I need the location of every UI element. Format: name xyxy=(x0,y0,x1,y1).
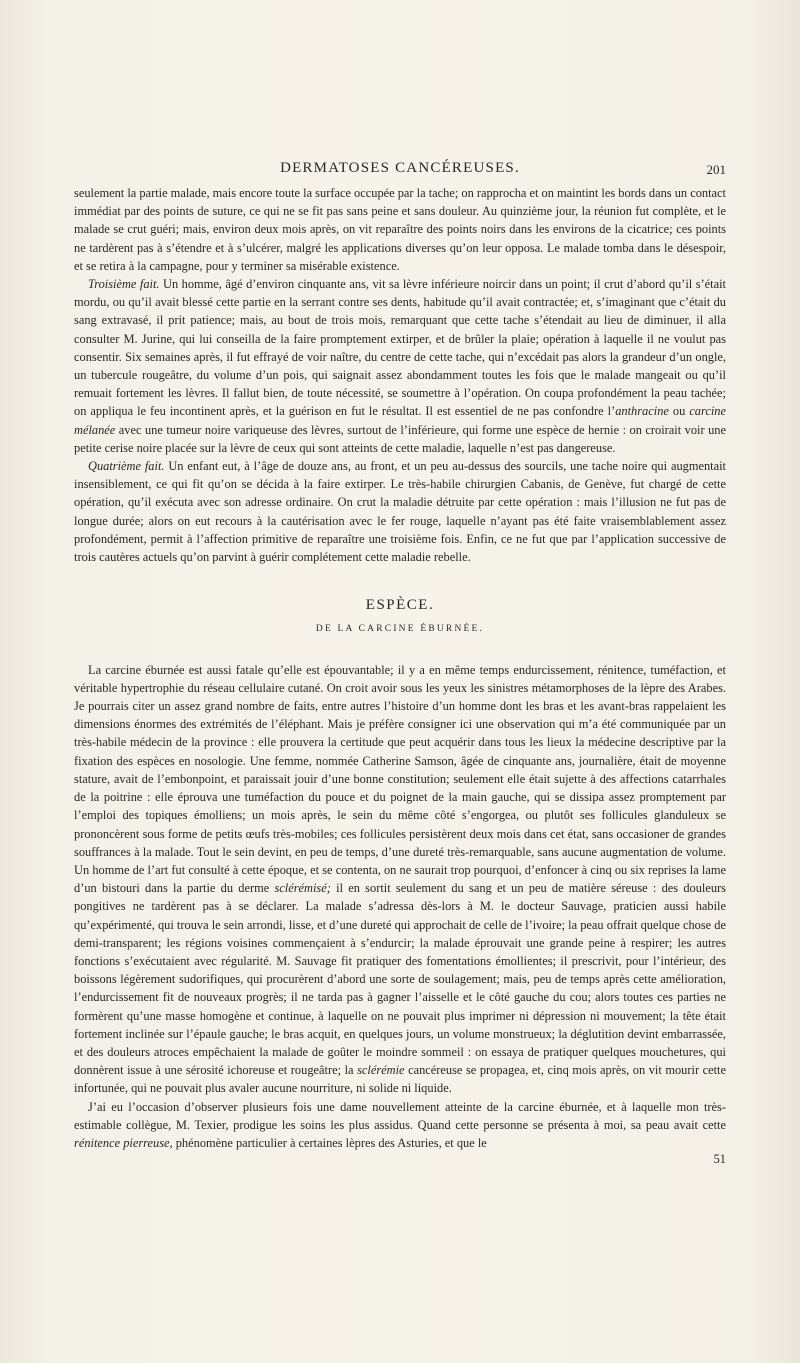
italic-term: sclérémisé; xyxy=(274,881,331,896)
running-title: DERMATOSES CANCÉREUSES. xyxy=(280,160,520,176)
paragraph-text: seulement la partie malade, mais encore toute la surface occupée par la tache; on rapprocha et on maintint les bords dans un contact immédiat par des points de suture, ce qui ne se fit pas sans peine et sans douleur. Au quinzième jour, la réunion fut complète, et le malade se crut guéri; mais, environ deux mois après, on vit reparaître des points noirs dans les environs de la cicatrice; ces points ne tardèrent pas à s’étendre et à s’ulcérer, malgré les applications diverses qu’on leur opposa. Le malade tomba dans le désespoir, et se retira à la campagne, pour y terminer sa misérable existence. xyxy=(74,186,726,273)
paragraph xyxy=(74,275,726,457)
paragraph xyxy=(74,457,726,566)
signature-mark: 51 xyxy=(713,1152,726,1167)
italic-term: carcine mélanée xyxy=(74,404,727,437)
paragraph xyxy=(74,184,726,275)
section-title: ESPÈCE. xyxy=(365,597,435,614)
section-subtitle: DE LA CARCINE ÉBURNÉE. xyxy=(315,624,485,635)
paragraph-text: J’ai eu l’occasion d’observer plusieurs fois une dame nouvellement atteinte de la carcine éburnée, et à laquelle mon très-estimable collègue, M. Texier, prodigue les soins les plus assidus. Quand cette personne se présenta à moi, sa peau avait cette xyxy=(74,1099,726,1132)
paragraph-text: La carcine éburnée est aussi fatale qu’elle est épouvantable; il y a en même temps endurcissement, rénitence, tuméfaction, et véritable hypertrophie du réseau cellulaire cutané. On croit avoir sous les yeux les sinistres métamorphoses de la lèpre des Arabes. Je pourrais citer un assez grand nombre de faits, entre autres l’histoire d’un homme dont les bras et les avant-bras rappelaient les dimensions énormes des extrémités de l’éléphant. Mais je préfère consigner ici une observation qui m’a été communiquée par un très-habile médecin de la province : elle prouvera la certitude que peut acquérir dans tous les lieux la médecine descriptive par la fixation des espèces en nosologie. Une femme, nommée Catherine Samson, âgée de cinquante ans, journalière, était de moyenne stature, avait de l’embonpoint, et paraissait jouir d’une bonne constitution; seulement elle était sujette à des affections catarrhales de la poitrine : elle éprouva une tuméfaction du pouce et du poignet de la main gauche, qui se dissipa assez promptement par l’emploi des topiques émolliens; un mois après, le sein du même côté s’engorgea, ou plutôt ses follicules glanduleux se prononcèrent sous forme de petits œufs très-mobiles; ces follicules persistèrent deux mois dans cet état, sans occasioner de grandes souffrances à la malade. Tout le sein devint, en peu de temps, d’une dureté très-remarquable, sans aucune augmentation de volume. Un homme de l’art fut consulté à cette époque, et se contenta, on ne saurait trop pourquoi, d’enfoncer à cinq ou six reprises la lame d’un bistouri dans la partie du derme xyxy=(74,662,726,896)
case-label: Troisième fait. xyxy=(88,277,160,292)
case-label: Quatrième fait. xyxy=(88,459,165,474)
paragraph xyxy=(74,661,726,1098)
body-text xyxy=(74,184,726,1166)
paragraph-text: il en sortit seulement du sang et un peu de matière séreuse : des douleurs pongitives ne tardèrent pas à se déclarer. La malade s’adressa dès-lors à M. le docteur Sauvage, praticien aussi habile qu’expérimenté, qui trouva le sein arrondi, lisse, et d’une dureté qui approchait de celle de l’ivoire; la peau offrait quelque chose de demi-transparent; les régions voisines commençaient à s’endurcir; la malade éprouvait une grande peine à respirer; les autres fonctions s’exécutaient avec régularité. M. Sauvage fit pratiquer des fomentations émollientes; il prescrivit, pour l’intérieur, des boissons légèrement sudorifiques, qui procurèrent d’abord une sorte de soulagement; mais, peu de temps après cette amélioration, l’endurcissement fit de nouveaux progrès; il ne tarda pas à gagner l’aisselle et le côté gauche du cou; alors toutes ces parties ne formèrent qu’une masse homogène et continue, à laquelle on ne pouvait plus imprimer ni dépression ni mouvement; la tête était fortement inclinée sur l’épaule gauche; le bras acquit, en quelques jours, un volume monstrueux; la déglutition devint embarrassée, et des douleurs atroces empêchaient la malade de goûter le moindre sommeil : on essaya de pratiquer quelques mouchetures, qui donnèrent issue à une sérosité ichoreuse et rougeâtre; la xyxy=(74,881,727,1078)
paragraph-text: phénomène particulier à certaines lèpres des Asturies, et que le xyxy=(172,1135,487,1150)
italic-term: anthracine xyxy=(615,404,669,419)
italic-term: rénitence pierreuse, xyxy=(74,1135,173,1150)
paragraph-text: ou xyxy=(668,404,690,419)
paragraph-text: cancéreuse se propagea, et, cinq mois après, on vit mourir cette infortunée, qui ne pouvait plus avaler aucune nourriture, ni solide ni liquide. xyxy=(74,1063,726,1096)
paragraph xyxy=(74,1098,726,1153)
paragraph-text: Un enfant eut, à l’âge de douze ans, au front, et un peu au-dessus des sourcils, une tache noire qui augmentait insensiblement, ce qui fit qu’on se décida à la faire extirper. Le très-habile chirurgien Cabanis, de Genève, fut chargé de cette opération, qu’il exécuta avec son adresse ordinaire. On crut la maladie détruite par cette opération : mais l’illusion ne fut pas de longue durée; alors on eut recours à la cautérisation avec le fer rouge, laquelle n’ayant pas été faite vraisemblablement assez profondément, permit à l’affection primitive de reparaître une troisième fois. Enfin, ce ne fut que par l’application successive de trois cautères actuels qu’on parvint à guérir complétement cette maladie rebelle. xyxy=(74,459,726,565)
paragraph-text: Un homme, âgé d’environ cinquante ans, vit sa lèvre inférieure noircir dans un point; il crut d’abord qu’il s’était mordu, ou qu’il avait blessé cette partie en la serrant contre ses dents, habitude qu’il avait contractée; et, s’imaginant que c’était du sang extravasé, il prit patience; mais, au bout de trois mois, remarquant que cette tache s’étendait au lieu de diminuer, il alla consulter M. Jurine, qui lui conseilla de la faire promptement extirper, et de brûler la plaie; opération à laquelle il ne voulut pas consentir. Six semaines après, il fut effrayé de voir naître, du centre de cette tache, qui n’excédait pas alors la grandeur d’un ongle, un tubercule rougeâtre, du volume d’un pois, qui saignait assez abondamment toutes les fois que le malade mangeait ou qu’il remuait fortement les lèvres. Il fallut bien, de toute nécessité, se soumettre à l’opération. On coupa profondément la peau tachée; on appliqua le feu incontinent après, et la guérison en fut le résultat. Il est essentiel de ne pas confondre l’ xyxy=(74,277,726,419)
page-header xyxy=(74,160,726,182)
page-number: 201 xyxy=(706,162,726,177)
italic-term: sclérémie xyxy=(357,1063,405,1078)
paragraph-text: avec une tumeur noire variqueuse des lèvres, surtout de l’inférieure, qui forme une espèce de hernie : on croirait voir une petite cerise noire placée sur la lèvre de ceux qui sont atteints de cette maladie, laquelle n’est pas dangereuse. xyxy=(74,422,726,455)
